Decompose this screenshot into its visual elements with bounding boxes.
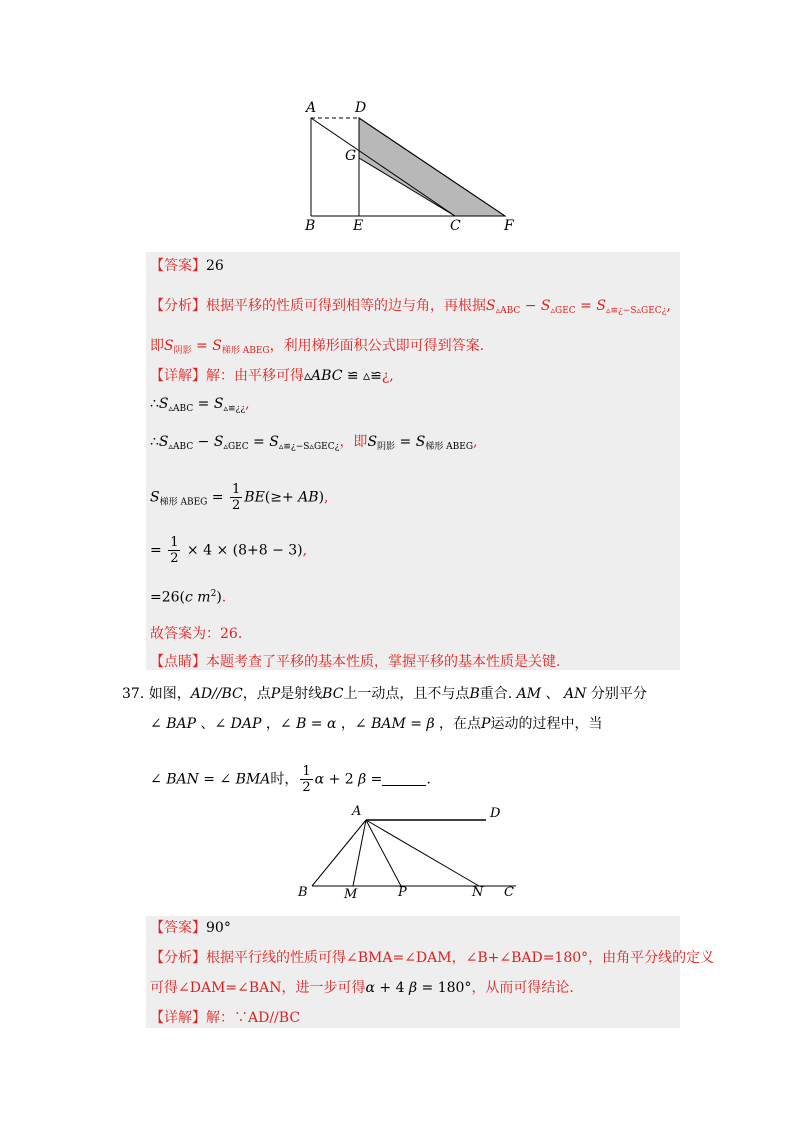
label-b: B bbox=[305, 218, 316, 234]
q37-analysis-line2: 可得∠DAM=∠BAN，进一步可得α + 4 β = 180°，从而可得结论. bbox=[150, 980, 574, 996]
label-d: D bbox=[355, 100, 367, 116]
label-f: F bbox=[504, 218, 514, 234]
q36-conclusion: 故答案为：26. bbox=[150, 626, 243, 642]
q37-answer: 【答案】90° bbox=[150, 920, 231, 936]
q36-comment: 【点睛】本题考查了平移的基本性质，掌握平移的基本性质是关键. bbox=[150, 654, 561, 670]
q37-analysis-line1: 【分析】根据平行线的性质可得∠BMA=∠DAM，∠B+∠BAD=180°，由角平分线的定义 bbox=[150, 950, 715, 966]
q36-analysis-line2: 即$S_{阴影} = S_{梯形 ABEG}$，利用梯形面积公式即可得到答案. bbox=[150, 338, 485, 356]
label-c2: C bbox=[504, 885, 514, 900]
q36-detail-line4: $S_{梯形 ABEG}$ = $\frac{1}{2}$ BE(≥+ AB), bbox=[150, 482, 329, 513]
answer-blank bbox=[382, 771, 426, 786]
q36-detail-line6: =26(c $m^2$). bbox=[150, 589, 227, 606]
q37-question-line2: ∠ BAP 、∠ DAP ，∠ B = α ，∠ BAM = β ，在点P运动的过程中，当 bbox=[150, 716, 603, 732]
q36-detail-line2: $\therefore S_{▵ABC} = S_{▵≌¿¿}$, bbox=[150, 396, 250, 414]
label-c: C bbox=[450, 218, 461, 234]
q37-question-line3: ∠ BAN = ∠ BMA时， $\frac{1}{2}$ α + 2 β = . bbox=[150, 764, 431, 795]
q36-answer: 【答案】26 bbox=[150, 258, 224, 274]
q37-detail-line1: 【详解】解：∵AD//BC bbox=[150, 1010, 301, 1026]
label-g: G bbox=[345, 148, 357, 164]
label-m2: M bbox=[344, 887, 358, 902]
q36-detail-line3: $\therefore S_{▵ABC} - S_{▵GEC} = S_{▵≌¿-S▵GEC¿}$，即$S_{阴影} = S_{梯形 ABEG}$, bbox=[150, 434, 478, 452]
figure-parallel-lines bbox=[296, 804, 526, 904]
figure-translation bbox=[300, 98, 530, 238]
q36-detail-line1: 【详解】解：由平移可得▵ABC ≌ ▵≌¿, bbox=[150, 368, 394, 384]
label-a2: A bbox=[352, 804, 362, 819]
label-n2: N bbox=[472, 885, 484, 900]
label-p2: P bbox=[398, 885, 407, 900]
label-a: A bbox=[306, 100, 317, 116]
label-e: E bbox=[353, 218, 364, 234]
q36-detail-line5: = $\frac{1}{2}$ × 4 × (8+8 − 3), bbox=[150, 535, 308, 566]
label-b2: B bbox=[298, 885, 308, 900]
q37-question-line1: 37. 如图，AD//BC，点P是射线BC上一动点，且不与点B重合. AM 、 AN 分别平分 bbox=[122, 686, 647, 702]
q36-analysis-line1: 【分析】根据平移的性质可得到相等的边与角，再根据$S_{▵ABC} - S_{▵GEC} = S_{▵≌¿-S▵GEC¿}$, bbox=[150, 298, 671, 316]
label-d2: D bbox=[490, 806, 501, 821]
